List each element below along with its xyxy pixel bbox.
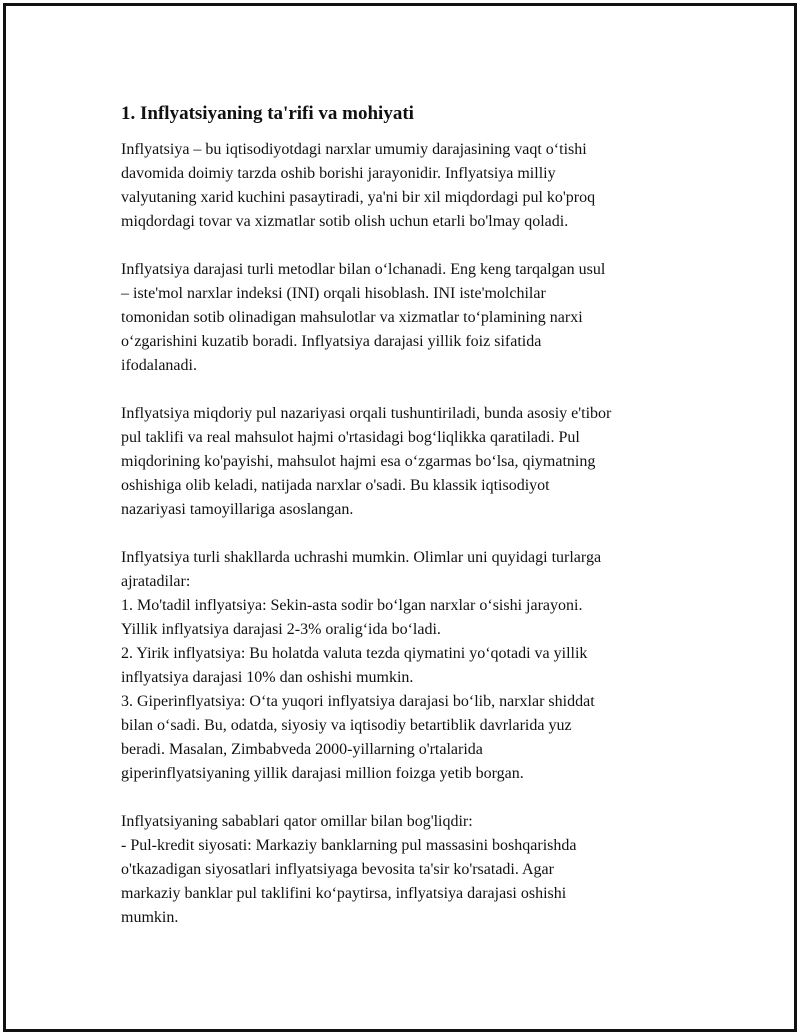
text-line: miqdordagi tovar va xizmatlar sotib olish uchun etarli bo'lmay qoladi. [121,213,569,230]
text-line: Yillik inflyatsiya darajasi 2-3% oralig‘ida bo‘ladi. [121,621,441,638]
paragraph-definition [121,138,701,234]
text-line: Inflyatsiya – bu iqtisodiyotdagi narxlar umumiy darajasining vaqt o‘tishi [121,141,587,158]
section-heading: 1. Inflyatsiyaning ta'rifi va mohiyati [121,103,414,124]
document-content [121,102,701,954]
paragraph-measurement [121,258,701,378]
text-line: o'tkazadigan siyosatlari inflyatsiyaga bevosita ta'sir ko'rsatadi. Agar [121,861,554,878]
text-line: o‘zgarishini kuzatib boradi. Inflyatsiya darajasi yillik foiz sifatida [121,333,542,350]
text-line: giperinflyatsiyaning yillik darajasi million foizga yetib borgan. [121,765,524,782]
text-line: Inflyatsiya darajasi turli metodlar bilan o‘lchanadi. Eng keng tarqalgan usul [121,261,606,278]
text-line: Inflyatsiyaning sabablari qator omillar bilan bog'liqdir: [121,813,473,830]
text-line: miqdorining ko'payishi, mahsulot hajmi esa o‘zgarmas bo‘lsa, qiymatning [121,453,596,470]
list-item-hyper: 3. Giperinflyatsiya: O‘ta yuqori inflyatsiya darajasi bo‘lib, narxlar shiddat [121,693,595,710]
text-line: tomonidan sotib olinadigan mahsulotlar va xizmatlar to‘plamining narxi [121,309,583,326]
text-line: nazariyasi tamoyillariga asoslangan. [121,501,354,518]
text-line: beradi. Masalan, Zimbabveda 2000-yillarning o'rtalarida [121,741,483,758]
text-line: ajratadilar: [121,573,191,590]
paragraph-causes [121,810,701,930]
text-line: Inflyatsiya miqdoriy pul nazariyasi orqali tushuntiriladi, bunda asosiy e'tibor [121,405,612,422]
text-line: – iste'mol narxlar indeksi (INI) orqali hisoblash. INI iste'molchilar [121,285,546,302]
list-item-moderate: 1. Mo'tadil inflyatsiya: Sekin-asta sodir bo‘lgan narxlar o‘sishi jarayoni. [121,597,583,614]
text-line: bilan o‘sadi. Bu, odatda, siyosiy va iqtisodiy betartiblik davrlarida yuz [121,717,572,734]
text-line: markaziy banklar pul taklifini ko‘paytirsa, inflyatsiya darajasi oshishi [121,885,567,902]
list-item-monetary-policy: - Pul-kredit siyosati: Markaziy banklarning pul massasini boshqarishda [121,837,577,854]
text-line: mumkin. [121,909,179,926]
text-line: inflyatsiya darajasi 10% dan oshishi mumkin. [121,669,414,686]
text-line: pul taklifi va real mahsulot hajmi o'rtasidagi bog‘liqlikka qaratiladi. Pul [121,429,580,446]
list-item-galloping: 2. Yirik inflyatsiya: Bu holatda valuta tezda qiymatini yo‘qotadi va yillik [121,645,588,662]
text-line: davomida doimiy tarzda oshib borishi jarayonidir. Inflyatsiya milliy [121,165,556,182]
text-line: oshishiga olib keladi, natijada narxlar o'sadi. Bu klassik iqtisodiyot [121,477,550,494]
text-line: valyutaning xarid kuchini pasaytiradi, ya'ni bir xil miqdordagi pul ko'proq [121,189,596,206]
text-line: ifodalanadi. [121,357,197,374]
document-page [3,3,797,1032]
paragraph-theory [121,402,701,522]
text-line: Inflyatsiya turli shakllarda uchrashi mumkin. Olimlar uni quyidagi turlarga [121,549,602,566]
paragraph-types [121,546,701,786]
